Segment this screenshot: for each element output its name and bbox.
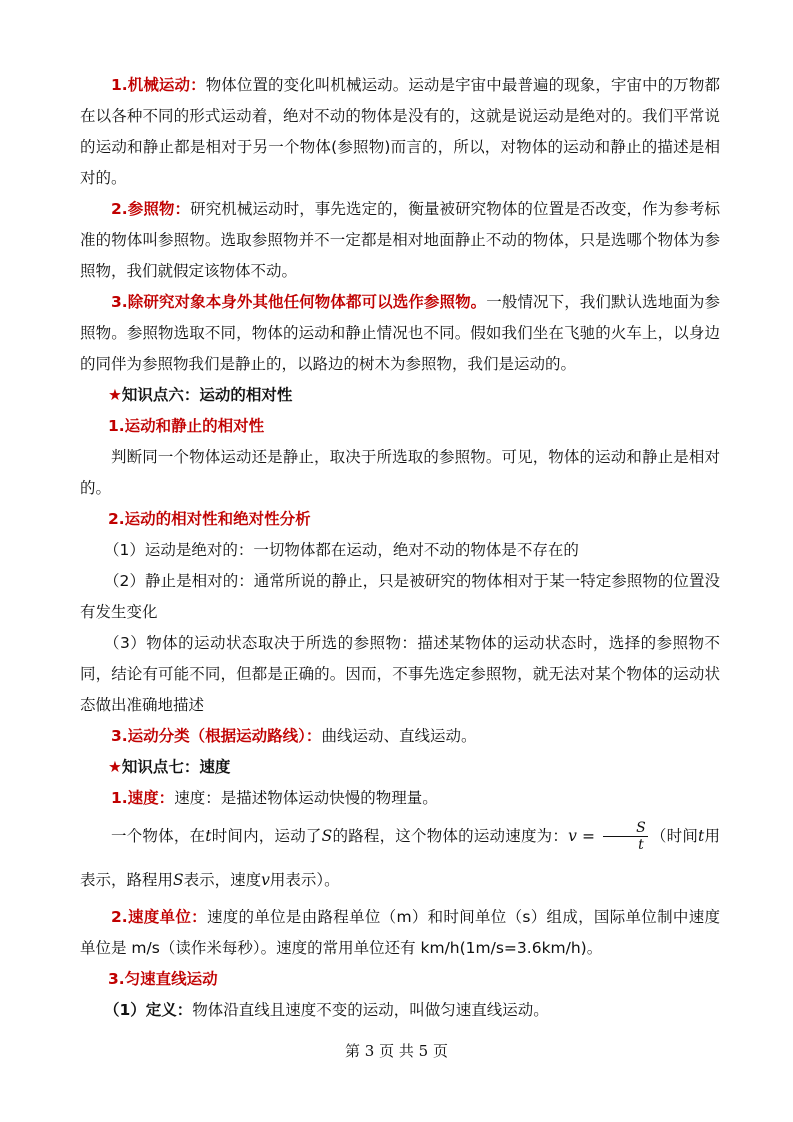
speed-text: 速度：是描述物体运动快慢的物理量。 — [174, 789, 438, 807]
paragraph-reference-object — [80, 194, 720, 287]
formula-text: 时间内，运动了 — [211, 827, 322, 845]
star-icon: ★ — [108, 386, 122, 404]
page-number-footer: 第 3 页 共 5 页 — [345, 1042, 448, 1060]
formula-text: （时间 — [650, 827, 699, 845]
paragraph-mechanical-motion — [80, 70, 720, 194]
section-6-title: 知识点六：运动的相对性 — [121, 386, 293, 404]
speed-unit-text: 速度的单位是由路程单位（m）和时间单位（s）组成，国际单位制中速度单位是 m/s（读作米每秒）。速度的常用单位还有 km/h(1m/s=3.6km/h)。 — [80, 908, 720, 957]
term-mechanical-motion: 1.机械运动： — [111, 76, 206, 94]
paragraph-motion-classification — [80, 721, 720, 752]
definition-text: 物体沿直线且速度不变的运动，叫做匀速直线运动。 — [192, 1001, 549, 1019]
formula-text: 用表示，路程用 — [80, 827, 720, 889]
paragraph-definition — [80, 995, 720, 1026]
paragraph-speed-unit — [80, 902, 720, 964]
formula-text: 用表示）。 — [269, 871, 340, 889]
term-reference-object: 2.参照物： — [111, 200, 191, 218]
var-v: v — [261, 871, 270, 889]
reference-object-text: 研究机械运动时，事先选定的，衡量被研究物体的位置是否改变，作为参考标准的物体叫参照物。选取参照物并不一定都是相对地面静止不动的物体，只是选哪个物体为参照物，我们就假定该物体不动。 — [80, 200, 720, 280]
var-t: t — [698, 827, 705, 845]
list-item-1: （1）运动是绝对的：一切物体都在运动，绝对不动的物体是不存在的 — [104, 541, 579, 559]
term-any-object: 3.除研究对象本身外其他任何物体都可以选作参照物。 — [111, 293, 487, 311]
mechanical-motion-text: 物体位置的变化叫机械运动。运动是宇宙中最普遍的现象，宇宙中的万物都在以各种不同的形式运动着，绝对不动的物体是没有的，这就是说运动是绝对的。我们平常说的运动和静止都是相对于另一个物体(参照物)而言的，所以，对物体的运动和静止的描述是相对的。 — [80, 76, 720, 187]
section-7-heading — [80, 752, 720, 783]
section-6-sub2: 2.运动的相对性和绝对性分析 — [108, 510, 311, 528]
var-s: S — [321, 827, 333, 845]
formula-text: 一个物体，在 — [111, 827, 206, 845]
var-t: t — [205, 827, 212, 845]
section-6-heading — [80, 380, 720, 411]
var-v: v — [568, 827, 577, 845]
term-speed: 1.速度： — [111, 789, 175, 807]
equals-sign: = — [576, 827, 601, 845]
star-icon: ★ — [108, 758, 122, 776]
definition-label: （1）定义： — [104, 1001, 193, 1019]
list-item-3: （3）物体的运动状态取决于所选的参照物：描述某物体的运动状态时，选择的参照物不同，结论有可能不同，但都是正确的。因而，不事先选定参照物，就无法对某个物体的运动状态做出准确地描述 — [80, 634, 720, 714]
list-item-2: （2）静止是相对的：通常所说的静止，只是被研究的物体相对于某一特定参照物的位置没有发生变化 — [80, 572, 720, 621]
motion-classification-text: 曲线运动、直线运动。 — [321, 727, 477, 745]
section-6-sub1-text: 判断同一个物体运动还是静止，取决于所选取的参照物。可见，物体的运动和静止是相对的。 — [80, 448, 720, 497]
fraction-denominator: t — [638, 837, 644, 853]
term-motion-classification: 3.运动分类（根据运动路线）： — [111, 727, 322, 745]
page-content — [80, 70, 720, 1026]
section-6-sub1: 1.运动和静止的相对性 — [108, 417, 265, 435]
speed-fraction — [603, 820, 648, 853]
formula-text: 的路程，这个物体的运动速度为： — [332, 827, 569, 845]
paragraph-any-object — [80, 287, 720, 380]
fraction-numerator: S — [603, 820, 648, 837]
section-7-uniform-motion: 3.匀速直线运动 — [108, 970, 218, 988]
formula-text: 表示，速度 — [183, 871, 262, 889]
paragraph-speed — [80, 783, 720, 814]
var-s: S — [173, 871, 184, 889]
any-object-text: 一般情况下，我们默认选地面为参照物。参照物选取不同，物体的运动和静止情况也不同。假如我们坐在飞驰的火车上，以身边的同伴为参照物我们是静止的，以路边的树木为参照物，我们是运动的。 — [80, 293, 720, 373]
term-speed-unit: 2.速度单位： — [111, 908, 207, 926]
paragraph-speed-formula — [80, 814, 720, 902]
section-7-title: 知识点七：速度 — [121, 758, 231, 776]
